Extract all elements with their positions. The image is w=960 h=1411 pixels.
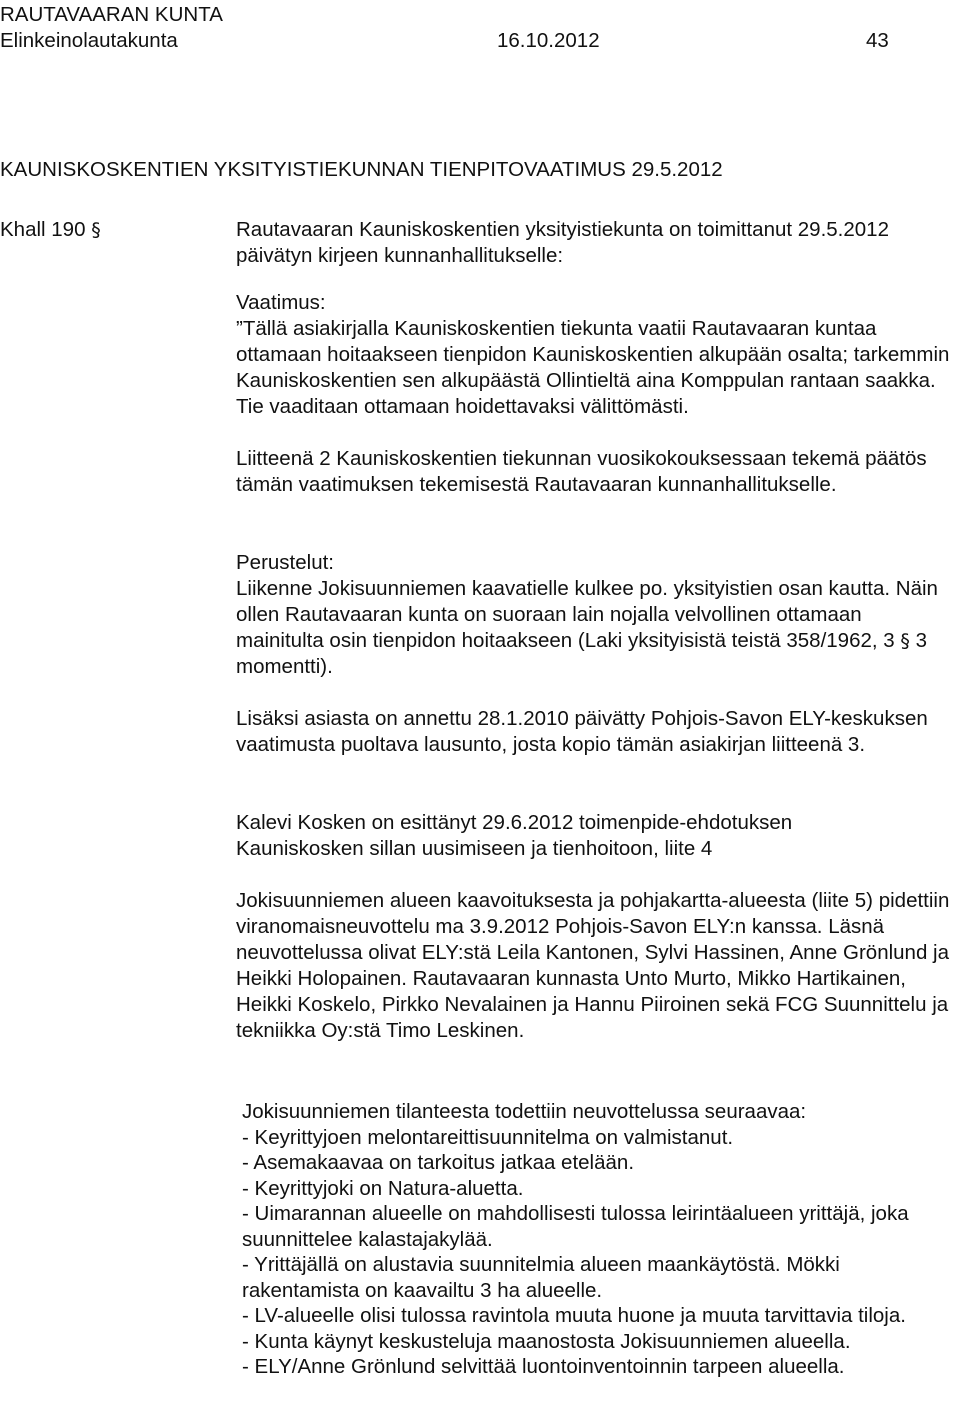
proposal-line-2: Kauniskosken sillan uusimiseen ja tienhoitoon, liite 4 — [236, 837, 713, 860]
section-label: Khall 190 — [0, 218, 86, 241]
list-item: - Asemakaavaa on tarkoitus jatkaa etelään. — [242, 1151, 635, 1174]
document-title: KAUNISKOSKENTIEN YKSITYISTIEKUNNAN TIENPITOVAATIMUS 29.5.2012 — [0, 158, 723, 181]
meeting-date: 16.10.2012 — [497, 29, 600, 52]
grounds-label: Perustelut: — [236, 551, 334, 574]
proposal-line-1: Kalevi Kosken on esittänyt 29.6.2012 toimenpide-ehdotuksen — [236, 811, 793, 834]
zoning-text: Jokisuunniemen alueen kaavoituksesta ja pohjakartta-alueesta (liite 5) pidettiin viranomaisneuvottelu ma 3.9.2012 Pohjois-Savon ELY:n kanssa. Läsnä neuvottelussa olivat ELY:stä Leila Kantonen, Sylvi Hassinen, Anne Grönlund ja Heikki Holopainen. Rautavaaran kunnasta Unto Murto, Mikko Hartikainen, Heikki Koskelo, Pirkko Nevalainen ja Hannu Piiroinen sekä FCG Suunnittelu ja tekniikka Oy:stä Timo Leskinen. — [236, 889, 950, 1042]
findings-block — [242, 1099, 954, 1380]
list-item: - LV-alueelle olisi tulossa ravintola muuta huone ja muuta tarvittavia tiloja. — [242, 1304, 906, 1327]
list-item: - Keyrittyjoki on Natura-aluetta. — [242, 1176, 524, 1200]
section-symbol-inline: § — [900, 630, 910, 652]
grounds-text — [236, 576, 954, 680]
grounds-text-a: Liikenne Jokisuunniemen kaavatielle kulkee po. yksityistien osan kautta. Näin ollen Rautavaaran kunta on suoraan lain nojalla velvollinen ottamaan mainitulta osin tienpidon hoitaakseen (Laki yksityisistä teistä 358/1962, 3 — [236, 577, 938, 652]
list-item: - Uimarannan alueelle on mahdollisesti tulossa leirintäalueen yrittäjä, joka suunnittelee kalastajakylää. — [242, 1202, 909, 1251]
statement-text: Lisäksi asiasta on annettu 28.1.2010 päivätty Pohjois-Savon ELY-keskuksen vaatimusta puoltava lausunto, josta kopio tämän asiakirjan liitteenä 3. — [236, 707, 928, 756]
intro-line-1: Rautavaaran Kauniskoskentien yksityistiekunta on toimittanut 29.5.2012 — [236, 218, 889, 241]
attachment-text: Liitteenä 2 Kauniskoskentien tiekunnan vuosikokouksessaan tekemä päätös tämän vaatimuksen tekemisestä Rautavaaran kunnanhallitukselle. — [236, 447, 927, 496]
list-item: - ELY/Anne Grönlund selvittää luontoinventoinnin tarpeen alueella. — [242, 1355, 845, 1378]
municipality-name: RAUTAVAARAN KUNTA — [0, 3, 223, 26]
intro-line-2: päivätyn kirjeen kunnanhallitukselle: — [236, 244, 564, 267]
findings-intro: Jokisuunniemen tilanteesta todettiin neuvottelussa seuraavaa: — [242, 1100, 807, 1123]
zoning-paragraph — [236, 888, 954, 1044]
list-item: - Kunta käynyt keskusteluja maanostosta Jokisuunniemen alueella. — [242, 1329, 851, 1353]
statement-paragraph — [236, 706, 954, 758]
grounds-block — [236, 550, 954, 680]
section-reference — [0, 217, 101, 243]
demand-text: ”Tällä asiakirjalla Kauniskoskentien tiekunta vaatii Rautavaaran kuntaa ottamaan hoitaakseen tienpidon Kauniskoskentien alkupään osalta; tarkemmin Kauniskoskentien sen alkupäästä Ollintieltä aina Komppulan rantaan saakka. Tie vaaditaan ottamaan hoidettavaksi välittömästi. — [236, 317, 950, 418]
attachment-paragraph — [236, 446, 954, 498]
list-item: - Yrittäjällä on alustavia suunnitelmia alueen maankäytöstä. Mökki rakentamista on kaavailtu 3 ha alueelle. — [242, 1253, 840, 1302]
grounds-text-b: 3 momentti). — [236, 629, 927, 678]
demand-block — [236, 290, 954, 420]
list-item: - Keyrittyjoen melontareittisuunnitelma on valmistanut. — [242, 1125, 734, 1149]
section-symbol: § — [91, 219, 101, 241]
board-name: Elinkeinolautakunta — [0, 29, 178, 52]
page-number: 43 — [866, 29, 889, 52]
demand-label: Vaatimus: — [236, 291, 326, 314]
